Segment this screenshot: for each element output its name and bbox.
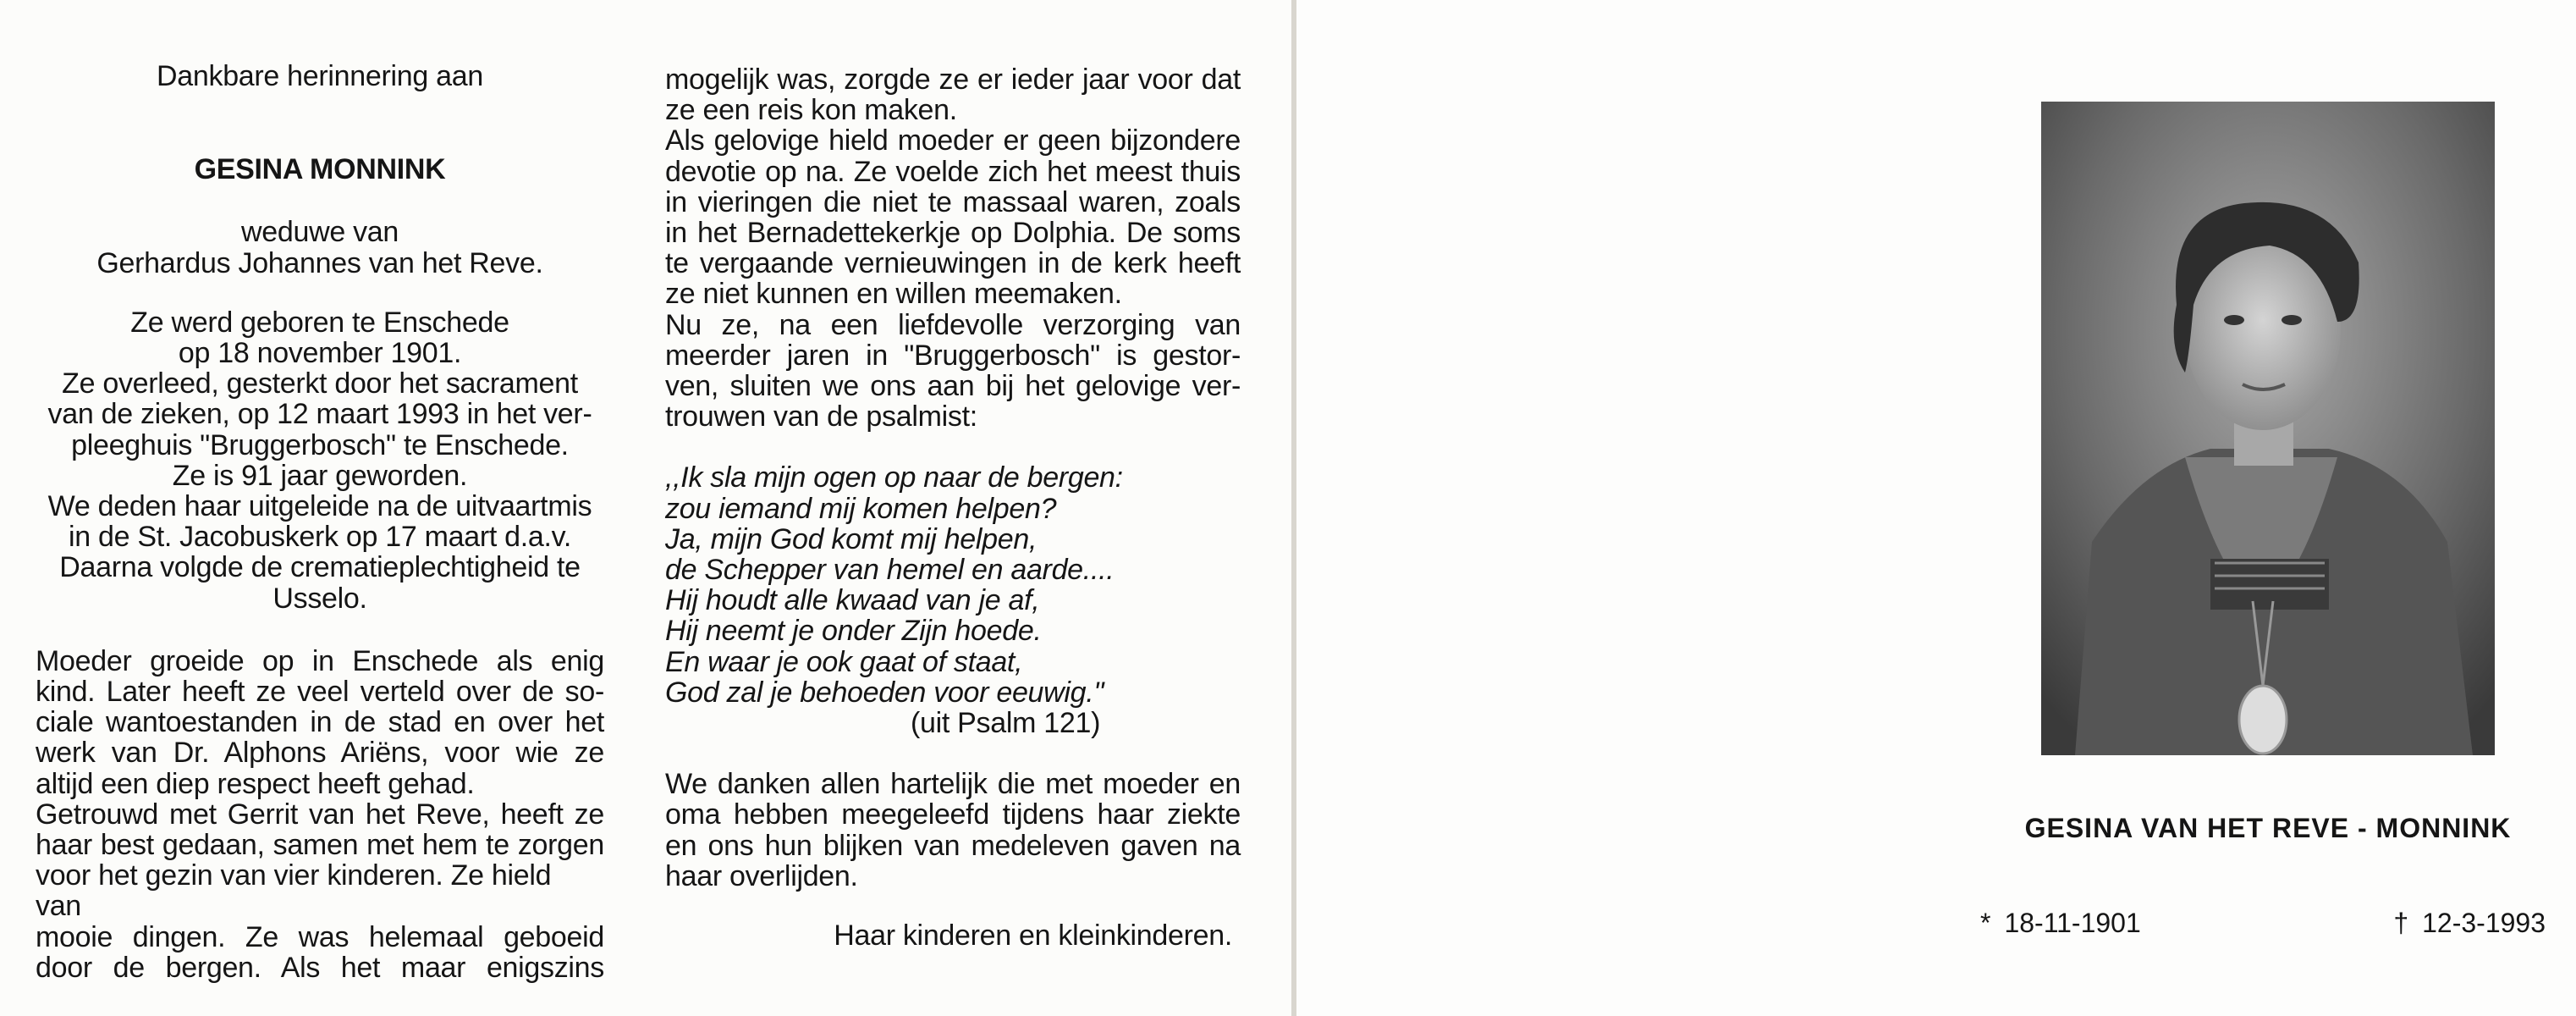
thanks-line: We danken allen hartelijk die met moeder en <box>665 768 1241 801</box>
psalm-line: de Schepper van hemel en aarde.... <box>665 554 1115 587</box>
story-continued-paragraph <box>665 64 1241 432</box>
story-line: altijd een diep respect heeft gehad. <box>36 767 475 800</box>
story-line: voor het gezin van vier kinderen. Ze hield van <box>36 859 552 923</box>
thanks-paragraph <box>665 769 1241 892</box>
portrait-photo <box>2041 102 2495 755</box>
story-line: in vieringen die niet te massaal waren, zoals <box>665 185 1241 218</box>
bio-line: op 18 november 1901. <box>178 337 462 370</box>
psalm-quote <box>665 462 1241 708</box>
psalm-line: God zal je behoeden voor eeuwig." <box>665 676 1104 709</box>
story-paragraph <box>36 646 604 983</box>
story-line: Moeder groeide op in Enschede als enig <box>36 644 604 677</box>
psalm-line: Hij neemt je onder Zijn hoede. <box>665 615 1042 648</box>
birth-star-icon: * <box>1980 908 1991 938</box>
bio-line: Usselo. <box>272 582 367 615</box>
story-line: meerder jaren in "Bruggerbosch" is gestor- <box>665 339 1241 372</box>
photo-caption-name: GESINA VAN HET REVE - MONNINK <box>2024 813 2512 843</box>
thanks-line: en ons hun blijken van medeleven gaven na <box>665 829 1241 862</box>
story-line: Als gelovige hield moeder er geen bijzondere <box>665 124 1241 157</box>
text-column-left <box>36 61 604 983</box>
portrait-drawing <box>2041 102 2495 755</box>
story-line: werk van Dr. Alphons Ariëns, voor wie ze <box>36 737 604 770</box>
story-line: ze een reis kon maken. <box>665 94 957 127</box>
psalm-line: En waar je ook gaat of staat, <box>665 645 1023 678</box>
story-line: mooie dingen. Ze was helemaal geboeid <box>36 920 604 953</box>
story-line: ze niet kunnen en willen meemaken. <box>665 278 1122 311</box>
psalm-line: Ja, mijn God komt mij helpen, <box>665 522 1038 555</box>
birth-date-value: 18-11-1901 <box>2004 908 2141 938</box>
widow-line-2: Gerhardus Johannes van het Reve. <box>96 246 543 279</box>
birth-date <box>1980 908 2141 939</box>
bio-line: van de zieken, op 12 maart 1993 in het ver- <box>47 398 592 431</box>
story-line: ven, sluiten we ons aan bij het gelovige ver- <box>665 370 1241 403</box>
psalm-source: (uit Psalm 121) <box>911 707 1101 740</box>
story-line: trouwen van de psalmist: <box>665 400 977 433</box>
bio-line: Ze is 91 jaar geworden. <box>172 459 468 492</box>
intro-line: Dankbare herinnering aan <box>157 60 483 92</box>
psalm-line: Hij houdt alle kwaad van je af, <box>665 584 1040 617</box>
bio-paragraph <box>36 307 604 614</box>
bio-line: Ze overleed, gesterkt door het sacrament <box>62 367 578 400</box>
bio-line: We deden haar uitgeleide na de uitvaartmis <box>47 490 592 523</box>
bio-line: pleeghuis "Bruggerbosch" te Enschede. <box>71 428 569 461</box>
death-date <box>2329 908 2546 939</box>
signature-line: Haar kinderen en kleinkinderen. <box>834 919 1232 952</box>
story-line: kind. Later heeft ze veel verteld over de so- <box>36 676 604 709</box>
death-date-value: 12-3-1993 <box>2422 908 2546 938</box>
story-line: Getrouwd met Gerrit van het Reve, heeft ze <box>36 798 604 831</box>
psalm-line: zou iemand mij komen helpen? <box>665 492 1057 525</box>
bio-line: Daarna volgde de crematieplechtigheid te <box>59 551 581 584</box>
bio-line: in de St. Jacobuskerk op 17 maart d.a.v. <box>68 521 572 554</box>
widow-line-1: weduwe van <box>240 216 399 249</box>
story-line: Nu ze, na een liefdevolle verzorging van <box>665 308 1241 341</box>
story-line: door de bergen. Als het maar enigszins <box>36 951 604 984</box>
story-line: ciale wantoestanden in de stad en over het <box>36 706 604 739</box>
thanks-line: haar overlijden. <box>665 859 858 892</box>
bio-line: Ze werd geboren te Enschede <box>130 306 509 339</box>
psalm-line: ,,Ik sla mijn ogen op naar de bergen: <box>665 461 1123 494</box>
story-line: te vergaande vernieuwingen in de kerk heeft <box>665 247 1241 280</box>
thanks-line: oma hebben meegeleefd tijdens haar ziekte <box>665 798 1241 831</box>
story-line: mogelijk was, zorgde ze er ieder jaar voor dat <box>665 64 1241 96</box>
deceased-name: GESINA MONNINK <box>194 153 446 186</box>
story-line: in het Bernadettekerkje op Dolphia. De soms <box>665 217 1241 250</box>
story-line: haar best gedaan, samen met hem te zorgen <box>36 829 604 862</box>
text-column-middle <box>665 64 1241 951</box>
death-cross-icon: † <box>2393 908 2409 938</box>
story-line: devotie op na. Ze voelde zich het meest thuis <box>665 155 1241 188</box>
